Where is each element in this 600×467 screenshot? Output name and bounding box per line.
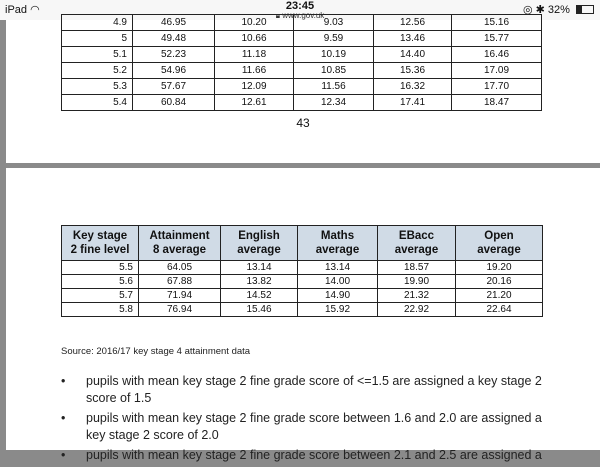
table-cell: 15.16 bbox=[452, 15, 542, 31]
table-cell: 20.16 bbox=[456, 275, 543, 289]
table-row bbox=[62, 289, 543, 303]
table-cell: 13.82 bbox=[221, 275, 298, 289]
table-row bbox=[62, 261, 543, 275]
table-cell: 17.70 bbox=[452, 79, 542, 95]
orientation-lock-icon: ◎ bbox=[522, 4, 533, 16]
table-cell: 13.14 bbox=[221, 261, 298, 275]
battery-icon bbox=[576, 5, 594, 14]
table-cell: 13.46 bbox=[374, 31, 452, 47]
table-cell: 14.52 bbox=[221, 289, 298, 303]
table-continued bbox=[61, 14, 542, 111]
table-cell: 5.1 bbox=[62, 47, 133, 63]
table-cell: 5 bbox=[62, 31, 133, 47]
table-cell: 5.7 bbox=[62, 289, 139, 303]
table-cell: 19.20 bbox=[456, 261, 543, 275]
wifi-icon: ◠ bbox=[30, 4, 40, 16]
table-cell: 15.92 bbox=[298, 303, 378, 317]
source-note: Source: 2016/17 key stage 4 attainment data bbox=[61, 346, 251, 357]
column-header-line: EBacc bbox=[398, 230, 435, 242]
battery-percent: 32% bbox=[547, 4, 570, 16]
table-cell: 60.84 bbox=[133, 95, 215, 111]
table-cell: 18.57 bbox=[378, 261, 456, 275]
table-cell: 12.61 bbox=[215, 95, 294, 111]
table-cell: 21.32 bbox=[378, 289, 456, 303]
column-header bbox=[221, 226, 298, 261]
table-cell: 67.88 bbox=[139, 275, 221, 289]
column-header bbox=[378, 226, 456, 261]
column-header bbox=[456, 226, 543, 261]
table-row bbox=[62, 15, 542, 31]
table-cell: 12.34 bbox=[294, 95, 374, 111]
bluetooth-icon: ✱ bbox=[535, 4, 545, 16]
table-cell: 76.94 bbox=[139, 303, 221, 317]
column-header-line: English bbox=[238, 230, 280, 242]
clock: 23:45 bbox=[285, 0, 315, 12]
table-cell: 5.3 bbox=[62, 79, 133, 95]
device-label: iPad bbox=[5, 4, 28, 16]
list-item: • pupils with mean key stage 2 fine grade score between 1.6 and 2.0 are assigned a key stage 2 score of 2.0 bbox=[61, 410, 561, 444]
table-cell: 17.41 bbox=[374, 95, 452, 111]
table-cell: 14.40 bbox=[374, 47, 452, 63]
column-header-line: 8 average bbox=[152, 244, 207, 256]
table-cell: 16.32 bbox=[374, 79, 452, 95]
table-cell: 9.03 bbox=[294, 15, 374, 31]
table-cell: 15.77 bbox=[452, 31, 542, 47]
table-cell: 19.90 bbox=[378, 275, 456, 289]
bullet-list bbox=[61, 373, 561, 467]
table-cell: 10.66 bbox=[215, 31, 294, 47]
column-header-line: Open bbox=[484, 230, 514, 242]
table-cell: 57.67 bbox=[133, 79, 215, 95]
table-cell: 18.47 bbox=[452, 95, 542, 111]
table-cell: 22.92 bbox=[378, 303, 456, 317]
table-cell: 14.90 bbox=[298, 289, 378, 303]
table-cell: 49.48 bbox=[133, 31, 215, 47]
table-cell: 5.8 bbox=[62, 303, 139, 317]
table-cell: 17.09 bbox=[452, 63, 542, 79]
lock-icon: 🔒︎ bbox=[275, 11, 280, 20]
column-header-line: average bbox=[237, 244, 281, 256]
attainment-table bbox=[61, 225, 543, 317]
table-cell: 4.9 bbox=[62, 15, 133, 31]
document-page-43 bbox=[6, 17, 600, 163]
table-cell: 52.23 bbox=[133, 47, 215, 63]
table-cell: 10.19 bbox=[294, 47, 374, 63]
table-cell: 5.2 bbox=[62, 63, 133, 79]
table-row bbox=[62, 63, 542, 79]
column-header bbox=[298, 226, 378, 261]
list-item: • pupils with mean key stage 2 fine grade score between 2.1 and 2.5 are assigned a bbox=[61, 447, 561, 464]
table-cell: 46.95 bbox=[133, 15, 215, 31]
table-cell: 13.14 bbox=[298, 261, 378, 275]
table-cell: 64.05 bbox=[139, 261, 221, 275]
table-cell: 11.66 bbox=[215, 63, 294, 79]
list-item: • pupils with mean key stage 2 fine grade score of <=1.5 are assigned a key stage 2 score of 1.5 bbox=[61, 373, 561, 407]
column-header-line: average bbox=[315, 244, 360, 256]
table-cell: 22.64 bbox=[456, 303, 543, 317]
table-cell: 12.09 bbox=[215, 79, 294, 95]
table-cell: 15.46 bbox=[221, 303, 298, 317]
table-row bbox=[62, 303, 543, 317]
column-header-line: Maths bbox=[320, 230, 355, 242]
table-cell: 54.96 bbox=[133, 63, 215, 79]
column-header-line: average bbox=[477, 244, 521, 256]
column-header bbox=[139, 226, 221, 261]
table-cell: 14.00 bbox=[298, 275, 378, 289]
table-cell: 21.20 bbox=[456, 289, 543, 303]
table-cell: 11.56 bbox=[294, 79, 374, 95]
table-cell: 5.6 bbox=[62, 275, 139, 289]
table-cell: 12.56 bbox=[374, 15, 452, 31]
table-row bbox=[62, 31, 542, 47]
column-header bbox=[62, 226, 139, 261]
table-row bbox=[62, 47, 542, 63]
table-cell: 11.18 bbox=[215, 47, 294, 63]
url-text: www.gov.uk bbox=[282, 11, 325, 20]
table-cell: 71.94 bbox=[139, 289, 221, 303]
table-cell: 10.20 bbox=[215, 15, 294, 31]
table-row bbox=[62, 95, 542, 111]
column-header-line: 2 fine level bbox=[70, 244, 130, 256]
table-row bbox=[62, 79, 542, 95]
table-cell: 10.85 bbox=[294, 63, 374, 79]
page-number: 43 bbox=[296, 116, 310, 130]
table-cell: 5.4 bbox=[62, 95, 133, 111]
table-cell: 5.5 bbox=[62, 261, 139, 275]
column-header-line: average bbox=[394, 244, 439, 256]
table-cell: 16.46 bbox=[452, 47, 542, 63]
table-cell: 9.59 bbox=[294, 31, 374, 47]
document-page-44 bbox=[6, 168, 600, 462]
table-row bbox=[62, 275, 543, 289]
table-cell: 15.36 bbox=[374, 63, 452, 79]
column-header-line: Attainment bbox=[149, 230, 210, 242]
column-header-line: Key stage bbox=[72, 230, 128, 242]
